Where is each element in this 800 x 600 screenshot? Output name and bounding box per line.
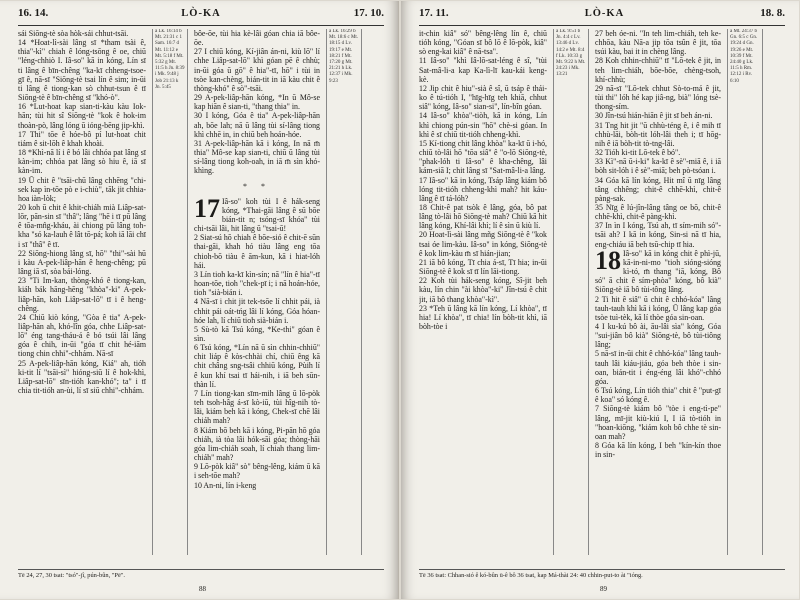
verse-paragraph: 29 nā-sī "Lō-tek chhut Sò-to-má ê jit, tùi thi" lóh hé kap jiâ-ng, bià" lóng tsè-thong-sím.: [595, 83, 721, 112]
right-cross-references: a Lk. 9:51 b Jn. 4:4 c Lv. 13:46 d Lv. 14:2 e Mt. 8:4 f Lk. 10:33 g Mt. 9:22 h Mt. 24:23 i Mk. 13:21: [553, 29, 589, 555]
verse-paragraph: 15 Kí-tiong chit lâng khòa" ka-kī ū i-hó, chiū tò-lâi hō "tōa siâ" ê "o-lō Siōng-tè, "phak-lóh ti Iâ-so" ê kha-chêng, lâi kám-siā I; chit lâng sī "Sat-mâ-li-a lâng.: [419, 138, 547, 176]
verse-paragraph: 8 Kiám bō beh kā i kóng, Pi-pān hō góa chiáh, ià tòa lâi hók-sāi góa; thòng-hāi góa lim-chiáh soah, lí chiah thang lim-chiáh" mah?: [194, 425, 320, 463]
right-header-chapter-start: 17. 11.: [419, 7, 449, 19]
verse-paragraph: Iâ-so" koh tùi I ê hák-seng kóng, *Thai-gāi lâng ê sū bōe bián-tit n; tsóng-sī khóa" tùi chi-tsāi lâi, hit lâng ū "tsai-ū!: [194, 196, 320, 234]
left-column-2: [194, 29, 320, 555]
verse-paragraph: 2 Ti hit ê siâ" ū chit ê chhó-kóa" lâng tauh-tauh khì kā i kóng, Ū lâng kap góa tsòe tuì-tèk, kā lí thòe góa sin-oan.: [595, 294, 721, 322]
verse-paragraph: 3 Lín tioh ka-kī kìn-sín; nā "lín ê hia"-tī hoan-tōe, tioh "chek-pī i; i nā hoán-hóe, tioh "sià-bián i.: [194, 269, 320, 298]
verse-paragraph: 17 Iâ-so" kā in kóng, Tsáp lâng kiám bô lóng tit-tióh chheng-khì mah? hit káu-lâng ê tī tá-lóh?: [419, 175, 547, 203]
verse-paragraph: 16 *Lut-hoat kap sian-ti-kàu kàu Iok-hān; tùi hit sî Siōng-tè "kok ê hok-im thoàn-pò, lâng lóng ū ióng-bēng jip-khì.: [18, 102, 146, 130]
verse-paragraph: 33 Kì"-nā ū-i-ki" ka-kī ê sè"-miā ê, i iā bòh sit-lóh i ê sè"-miā; beh pò-tsóan i.: [595, 157, 721, 176]
right-footnote: Tē 36 tsat: Chhan-sió ê kó-bûn ū-ê bô 36 tsat, kap Má-thài 24: 40 chhin-put-to ài "ióng.: [419, 569, 785, 580]
right-page: [401, 1, 799, 599]
verse-paragraph: 23 *Teh ū lâng kā lín kóng, Lí khòa", tī hia! Lí khòa", tī chia! lín bòh-tit khì, iā bòh-tòe i: [419, 303, 547, 331]
verse-paragraph: it-chin kiâ" só" bêng-lêng lín ê, chiū tióh kóng, "Góan sī bô lō ê lō-pòk, kiâ" sò eng-kai kiâ" ê nā-tsa".: [419, 29, 547, 57]
verse-paragraph: sái Siōng-tè sòa hòk-sái chhut-tsāi.: [18, 29, 129, 38]
verse-paragraph: 19 Ū chit ê "tsāi-chū lâng chhēng "chi-sek kap ìn-tōe pò e i-chiù", tāk jit chhia-hoa iàn-lòk;: [18, 175, 146, 203]
left-header-chapter-start: 16. 14.: [18, 7, 49, 19]
right-page-header: [419, 7, 785, 23]
verse-paragraph: 9 Lō-pòk kiâ" sò" bêng-lêng, kiám ū kā i seh-tōe mah?: [194, 462, 320, 481]
verse-paragraph: 18 *Khì-nā lí i ê bó lâi chhóa pat lâng sī kàn-im; chhóa pat lâng sò hiu ê, iā sī kàn-im.: [18, 148, 146, 176]
verse-paragraph: 27 I chiū kóng, Kí-jiân án-ni, kiù lō" lí chhe Liâp-sat-lō" khì góan pē ê chhù; in-ūi góa ū gō" ê hia"-tī, hō" i tùi in tsòe kan-chèng, bián-tit in iā kàu chit ê thòng-khó" ê sò"-tsāi.: [194, 47, 320, 93]
left-header-rule: [18, 25, 384, 26]
verse-paragraph: 5 Sù-tò kā Tsú kóng, *Ke-thi" góan ê sìn.: [194, 324, 320, 343]
verse-paragraph: 23 "Ti Im-kan, thòng-khó ê tiong-kan, kiáh bák hāng-hēng "khòa"-ki" A-pek-liâp-hān, koh Liâp-sat-lō" tī i ê heng-chêng.: [18, 276, 146, 313]
verse-paragraph: 35 Nīg ê lú-jîn-lâng tâng oe bō, chit-ê chhē-khì, chit-ê pàng-khì.: [595, 202, 721, 222]
verse-paragraph: 22 Siōng-hiong lâng sī, hō" "thi"-sài hū i kàu A-pek-liâp-hān ê heng-chêng; pū lâng iā sī, sòa bái-lóng.: [18, 248, 146, 277]
verse-paragraph: 14 *Hoat-lì-sài lâng sī *tham tsài ê, thia"-kì" chiah ê lóng-tsōng ê oe, chiū "léng-chhiò I. Iâ-so" kā in kóng, Lín sī ti lâng ê bīn-chêng "ka-kī chheng-tsoe-gī ê, nā-sī "Siōng-tè tsai lín ê sim; in-ūi ti lâng ê tiong-kan sò chhut-tsun ê tī Siōng-tè ê bīn-chêng sī "khó-ò".: [18, 38, 146, 103]
verse-paragraph: 37 In ìn I kóng, Tsú ah, tī sím-mih só"-tsāi ah? I kā in kóng, Sin-si nā tī hia, eng-chiáu iā beh tsū-chip tī hia.: [595, 221, 721, 249]
right-header-book-title: LÒ-KA: [584, 8, 625, 19]
verse-paragraph: 12 Jip chit ê hiu"-sià ê sî, ū tsáp ê thái-ko ê tú-tióh I, "hīg-hīg teh khiā, chhut siâ" kóng, Iâ-so" sian-si", lín-bîn góan.: [419, 83, 547, 112]
chapter-number: 17: [194, 193, 220, 223]
verse-paragraph: 24 Chiū kiò kóng, "Gòa ê tia" A-pek-liâp-hān ah, khó-lîn góa, chhe Liâp-sat-lō" éng tang-tháu-á ê bó tsúi lâi lâng góa ê chih, in-ūi "góa tī chit hé-iām tiong chin chhi"-chhám. Nā-sī: [18, 312, 146, 359]
verse-paragraph: bôe-ōe, tùi hia kè-lâi góan chia iā bôe-ōe.: [194, 29, 320, 48]
verse-paragraph: 11 Iâ-so" "khì Iâ-lō-sat-léng ê sî, "tùi Sat-mâ-li-a kap Ka-lì-lī kau-kái keng-kè.: [419, 56, 547, 84]
right-header-chapter-end: 18. 8.: [760, 7, 785, 19]
verse-paragraph: 20 koh ū chit ê khit-chiáh mià Liâp-sat-lōr, pān-sin sī "thâ"; lâng "hē i tī pū lâng ê tōa-mn̂g-kháu, ài chiong pū lâng toh-kha "só ka-lauh ê lât tō-pá; koh iā lāi chī i sī "thâ" ê tī.: [18, 202, 146, 249]
verse-paragraph: 17 Thi" tōe ê hóe-bô pí lut-hoat chit tiám ê sit-lōh ê khah khoài.: [18, 129, 146, 148]
verse-paragraph: 8 Góa kā lín kóng, I beh "kín-kín thoe in sin-: [595, 441, 721, 460]
verse-paragraph: 2 Siat-sú hō chiah ê bōe-sió ê chit-ē sūn thai-gāi, khah hó tiàu lâng eng tōa chioh-bō tiàu ê ām-kun, kā i hiat-lóh hái.: [194, 233, 320, 270]
verse-paragraph: 31 A-pek-liâp-hān kā i kóng, In nā m̄ thia" Mô-se kap sian-ti, chiū ū lâng tùi sí-lâng tiong koh-oah, in iā m̄ sìn khó-khìng.: [194, 138, 320, 176]
right-cross-references-2: a Mt. 24:37 b Gn. 6:5 c Gn. 19:24 d Gn. 19:26 e Mt. 10:39 f Mt. 24:40 g Lk. 11:5 h Rm. 12:12 i Rv. 6:10: [727, 29, 763, 555]
verse-paragraph: 30 Jîn-tsú hián-hiān ê jit sī beh án-ni.: [595, 111, 713, 121]
left-cross-references: a Lk. 16:14 b Mt. 21:31 c 1 Sam. 16:7 d Mt. 11:12 e Mt. 5:18 f Mt. 5:32 g Mt. 11:5 h Jn. 8:39 i Mk. 9:48 j Job 21:13 k Jn. 5:45: [152, 29, 188, 555]
verse-paragraph: 34 Góa kā lín kóng, Hit mî ū nīg lâng tâng chhêng; chit-ê chhē-khì, chit-ê pàng-sak.: [595, 175, 721, 203]
left-page-body: [18, 29, 384, 555]
verse-paragraph: 29 A-pek-liâp-hān kóng, *In ū Mô-se kap hiān ê sian-ti, "thang thia" in.: [194, 93, 320, 112]
verse-paragraph: 31 Tng hit jit "ū chhù-téng ê, i ê mih tī chhù-lāi, bòh-tit lóh-lâi theh i; tī hōg-nih ê iā bòh-tit tò-tng-lâi.: [595, 120, 721, 148]
verse-paragraph: 4 Nā-sī i chit jit tek-tsōe lí chhit pái, ià chhit pái oát-tńg lâi lí kóng, Góa hóan-hóe lah, lí chiū tioh sià-bián i.: [194, 297, 320, 325]
chapter-separator: * *: [243, 181, 271, 191]
right-header-rule: [419, 25, 785, 26]
verse-paragraph: 21 iā bô kóng, Tī chia á-sī, Tī hia; in-ūi Siōng-tè ê kok sī tī lín lāi-tiong.: [419, 257, 547, 277]
verse-paragraph: 25 A-pek-liâp-hān kóng, Kiá" ah, tióh ki-tit lí "tsāi-sì" hióng-siū lí ê hok-khì, Liâp-sat-lō" sīn-tióh kan-khó"; ta" i tī chia tit-tióh an-ùi, lí sī siū chhi"-chhám.: [18, 358, 146, 396]
left-page-number: 88: [199, 585, 206, 593]
verse-paragraph: 7 Siōng-tè kiám bô "tòe i eng-tì-pe" lâng, mī-jit kiù-kiú I, I iā tò-tióh in "hoan-kiōng, "kiám koh bô chhe tè sin-oan mah?: [595, 404, 721, 441]
verse-paragraph: 22 Koh tùi hák-seng kóng, Sî-jit beh kàu, lín chin "ài khòa"-ki" Jîn-tsú ê chit jit, iā bô thang khòa"-kì".: [419, 276, 547, 304]
verse-paragraph: Iâ-so" kā in kóng chit ê phì-jū, kā-in-ni-mo "tioh sióng-sióng kì-tó, m̄ thang "iā, kóng, Bô só" ā chit ê sím-phòa" kóng, bô kià" Siōng-tè iā bô tùi-tông lâng.: [595, 248, 721, 295]
right-column-2: [595, 29, 721, 555]
left-header-book-title: LÒ-KA: [181, 8, 221, 19]
verse-paragraph: 32 Tióh ki-tit Lō-tek ê bó".: [595, 148, 681, 158]
left-column-1: [18, 29, 146, 555]
verse-paragraph: 7 Lín tiong-kan sīm-mih lâng ū lō-pòk teh tsoh-hâg á-sī kò-iū, tùi hîg-nih tò-lâi, kiám beh kā i kóng, Chek-sī chē lâi chiáh mah?: [194, 388, 320, 426]
verse-paragraph: 4 I ku-kú bô ài, āu-lâi sìa" kóng, Góa "sui-jiân bô kià" Siōng-tè, bô tùi-tiông lâng;: [595, 322, 721, 350]
left-page-header: [18, 7, 384, 23]
right-page-number: 89: [600, 585, 607, 593]
right-page-body: [419, 29, 785, 555]
right-column-1: [419, 29, 547, 555]
verse-paragraph: 5 nā-sī in-ūi chit ê chhó-kóa" lâng tauh-tauh lâi kiáu-jiáu, góa beh thòe i sin-oan, bián-tit i éng-éng lâi khó"-chhó góa.: [595, 349, 721, 386]
verse-paragraph: 28 Koh chhin-chhiū" tī "Lō-tek ê jit, in teh lim-chiáh, bōe-bōe, chèng-tsoh, khí-chhù;: [595, 56, 721, 84]
verse-paragraph: 6 Tsú kóng, Lín tióh thia" chit ê "put-gī ê koa" só kóng ê.: [595, 386, 721, 405]
verse-paragraph: 27 beh óe-ni. "In teh lim-chiáh, teh ke-chhōa, kàu Nā-a jip tōa tsûn ê jit, tōa tsúi kàu, bai it in chèng lâng.: [595, 29, 721, 57]
verse-paragraph: 18 Chit-ê pat tsòk ê lâng, góa, bô pat lâng tò-lâi hō Siōng-tè mah? Chiū kā hit lâng kóng, Khí-lâi khì; lí ê sìn ū kiù lí.: [419, 202, 547, 231]
left-header-chapter-end: 17. 10.: [353, 7, 384, 19]
left-cross-references-2: a Lk. 16:29 b Mt. 18:6 c Mt. 18:15 d Lv. 19:17 e Mt. 18:21 f Mt. 17:20 g Mt. 21:21 h Lk. 12:37 i Mk. 9:23: [326, 29, 362, 555]
left-footnote: Tē 24, 27, 30 tsat: "tsó"-jî, pún-bûn, "Pē".: [18, 569, 384, 580]
left-page: [0, 1, 399, 599]
verse-paragraph: 14 Iâ-so" khòa"-tiòh, kā in kóng, Lín khì chiong pún-sin "hō" chè-si góan. In khì ê sī chiū tit-tióh chheng-khì.: [419, 111, 547, 139]
verse-paragraph: 6 Tsú kóng, *Lín nā ū sìn chhin-chhiū" chit liáp ê kòs-chhài chí, chiū êng kā chit châng sng-tsâi chhiū kóng, Pùih lí ê kun khí tsai tī hái-nih, i iā beh sūn-thàn lí.: [194, 343, 320, 389]
verse-paragraph: 20 Hoat-lì-sài lâng mñg Siōng-tè ê "kok tsai óe lim-kàu. Iâ-so" in kóng, Siōng-tè ê kok lim-kàu m̄ sī hián-jian;: [419, 230, 547, 258]
chapter-number: 18: [595, 245, 621, 275]
verse-paragraph: 30 I kóng, Góa ê tia" A-pek-liâp-hān ah, bōe lah; nā ū lâng tùi sí-lâng tiong khì chhē in, in chiū beh hoán-hóe.: [194, 111, 320, 139]
verse-paragraph: 10 An-ni, lín i-keng: [194, 480, 257, 490]
